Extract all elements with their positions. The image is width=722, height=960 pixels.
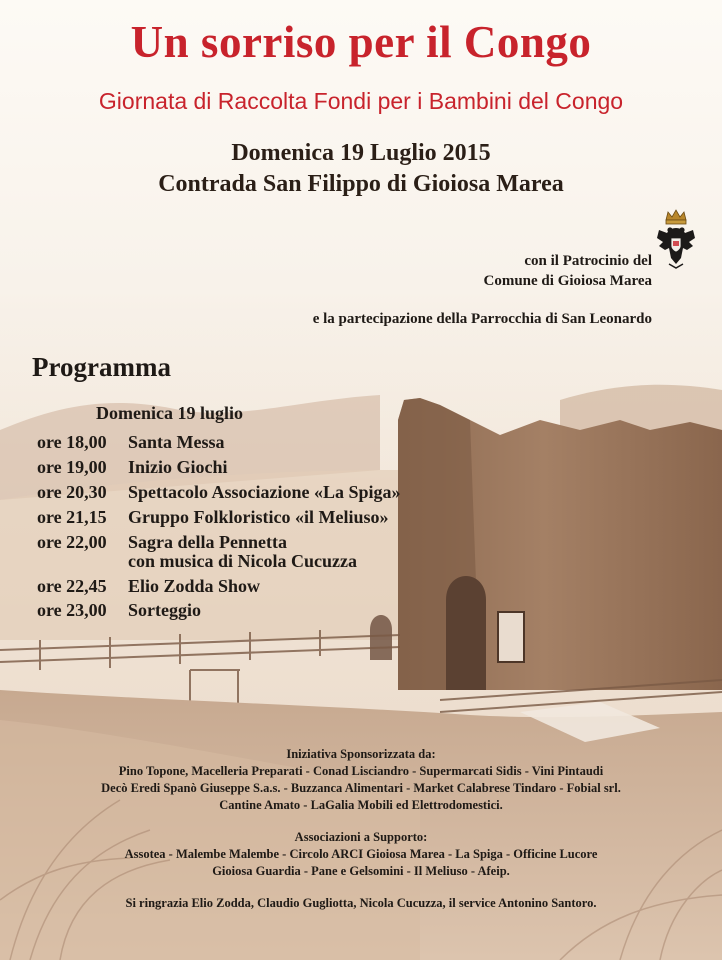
schedule-event <box>128 533 357 571</box>
schedule-event: Gruppo Folkloristico «il Meliuso» <box>128 507 389 527</box>
parish-note: e la partecipazione della Parrocchia di San Leonardo <box>312 311 652 327</box>
sponsors-line: Decò Eredi Spanò Giuseppe S.a.s. - Buzzanca Alimentari - Market Calabrese Tindaro - Fobial srl. <box>101 781 621 795</box>
program-schedule <box>37 430 457 623</box>
spacer <box>0 814 722 829</box>
schedule-row <box>37 598 457 623</box>
schedule-event-line-2: con musica di Nicola Cucuzza <box>128 551 357 571</box>
schedule-event: Spettacolo Associazione «La Spiga» <box>128 482 401 502</box>
schedule-time: ore 23,00 <box>37 600 107 620</box>
schedule-time: ore 22,45 <box>37 576 107 596</box>
patronage-line-2: Comune di Gioiosa Marea <box>483 273 652 289</box>
schedule-event: Santa Messa <box>128 432 225 452</box>
poster-subtitle: Giornata di Raccolta Fondi per i Bambini del Congo <box>98 88 624 114</box>
schedule-time: ore 19,00 <box>37 457 107 477</box>
associations-line: Gioiosa Guardia - Pane e Gelsomini - Il Meliuso - Afeip. <box>212 864 510 878</box>
sponsors-line: Cantine Amato - LaGalia Mobili ed Elettrodomestici. <box>219 798 503 812</box>
spacer <box>0 880 722 895</box>
thanks-note: Si ringrazia Elio Zodda, Claudio Gugliotta, Nicola Cucuzza, il service Antonino Santoro. <box>125 896 597 910</box>
double-headed-eagle-crest-icon <box>655 208 697 272</box>
schedule-row <box>37 530 457 574</box>
schedule-row <box>37 505 457 530</box>
program-day: Domenica 19 luglio <box>96 403 243 423</box>
schedule-time: ore 18,00 <box>37 432 107 452</box>
schedule-event: Elio Zodda Show <box>128 576 261 596</box>
schedule-event-line-1: Sagra della Pennetta <box>128 532 287 552</box>
event-date: Domenica 19 Luglio 2015 <box>231 140 491 166</box>
schedule-event: Sorteggio <box>128 600 201 620</box>
sponsors-line: Pino Topone, Macelleria Preparati - Conad Lisciandro - Supermarcati Sidis - Vini Pintaudi <box>118 764 604 778</box>
schedule-row <box>37 480 457 505</box>
associations-line: Assotea - Malembe Malembe - Circolo ARCI Gioiosa Marea - La Spiga - Officine Lucore <box>124 847 598 861</box>
credits-section <box>0 746 722 912</box>
sponsors-heading: Iniziativa Sponsorizzata da: <box>286 747 436 761</box>
schedule-event: Inizio Giochi <box>128 457 228 477</box>
schedule-time: ore 22,00 <box>37 532 107 552</box>
event-location: Contrada San Filippo di Gioiosa Marea <box>158 171 564 197</box>
schedule-time: ore 20,30 <box>37 482 107 502</box>
program-heading: Programma <box>32 352 171 382</box>
schedule-row <box>37 455 457 480</box>
patronage-note <box>460 251 652 291</box>
schedule-row <box>37 574 457 598</box>
poster-title: Un sorriso per il Congo <box>130 17 592 67</box>
schedule-row <box>37 430 457 455</box>
schedule-time: ore 21,15 <box>37 507 107 527</box>
patronage-line-1: con il Patrocinio del <box>524 253 652 269</box>
associations-heading: Associazioni a Supporto: <box>294 830 428 844</box>
